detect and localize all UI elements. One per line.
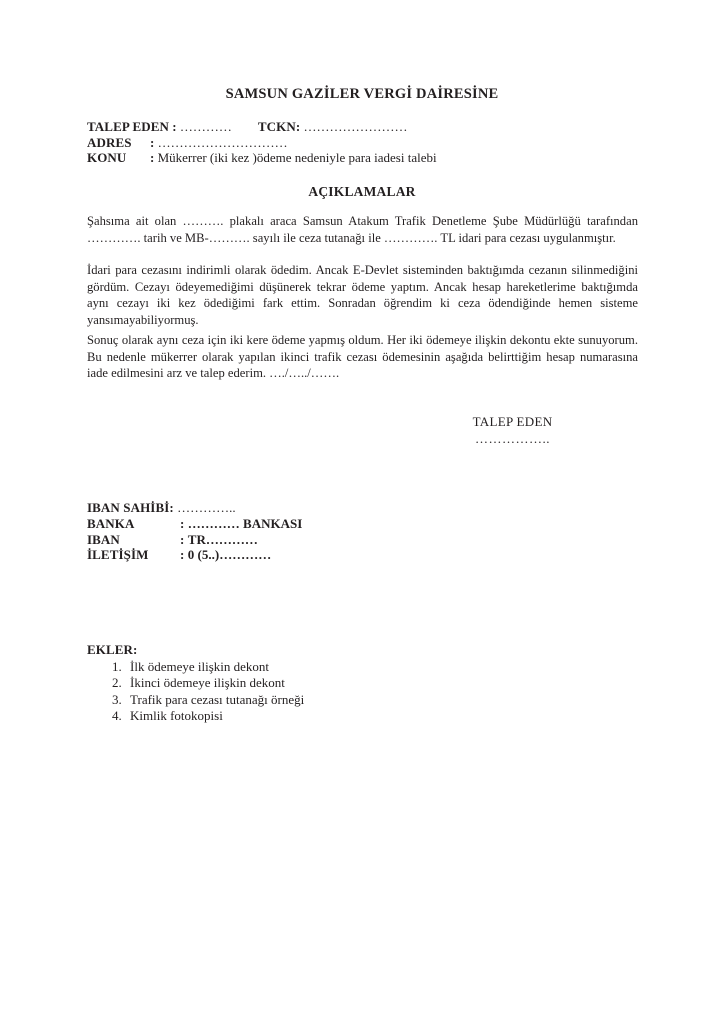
bank-row-owner — [87, 500, 507, 516]
document-title: SAMSUN GAZİLER VERGİ DAİRESİNE — [225, 86, 499, 102]
subject-label: KONU — [87, 150, 127, 165]
attachment-number: 3. — [112, 691, 122, 707]
meta-row-subject — [87, 150, 647, 166]
attachment-label: İlk ödemeye ilişkin dekont — [130, 659, 270, 674]
signature-line: …………….. — [475, 431, 550, 446]
meta-row-requester — [87, 119, 647, 135]
attachment-label: İkinci ödemeye ilişkin dekont — [130, 675, 285, 691]
bank-row-contact — [87, 547, 507, 563]
iban-owner-value: ………….. — [173, 500, 236, 515]
subject-value: Mükerrer (iki kez )ödeme nedeniyle para iadesi talebi — [157, 150, 437, 165]
contact-separator: : — [180, 547, 188, 563]
attachments-list — [87, 659, 507, 725]
list-item — [87, 675, 507, 691]
attachment-number: 1. — [112, 659, 122, 674]
contact-value: 0 (5..)………… — [187, 547, 272, 563]
paragraph-request: Sonuç olarak aynı ceza için iki kere ödeme yapmış oldum. Her iki ödemeye ilişkin dekontu ekte sunuyorum. Bu nedenle mükerrer olarak yapılan ikinci trafik cezası ödemesinin aşağıda belirttiğim hesap numarasına iade edilmesini arz ve talep ederim. …./…../……. — [87, 333, 638, 381]
contact-label: İLETİŞİM — [87, 547, 149, 563]
bank-row-bank — [87, 516, 507, 532]
tckn-value: …………………… — [300, 119, 408, 134]
list-item — [87, 692, 507, 708]
requester-label: TALEP EDEN — [87, 119, 170, 134]
bank-name-value: ………… BANKASI — [187, 515, 303, 531]
meta-row-address — [87, 135, 647, 151]
attachment-number: 4. — [112, 708, 122, 724]
address-value: ………………………… — [157, 134, 288, 150]
address-label: ADRES — [87, 134, 132, 150]
requester-separator: : — [169, 119, 180, 134]
bank-row-iban — [87, 532, 507, 548]
iban-owner-label: IBAN SAHİBİ: — [87, 500, 174, 515]
bank-name-label: BANKA — [87, 515, 135, 531]
iban-value: TR………… — [187, 531, 258, 547]
attachments-title: EKLER: — [87, 642, 138, 657]
attachments-block — [87, 642, 507, 725]
subject-separator: : — [150, 150, 158, 165]
signature-block — [387, 413, 638, 447]
iban-label: IBAN — [87, 531, 120, 547]
bank-name-separator: : — [180, 515, 188, 531]
address-separator: : — [150, 134, 158, 150]
bank-details-block — [87, 500, 507, 563]
signature-title: TALEP EDEN — [472, 414, 553, 429]
attachment-number: 2. — [112, 675, 122, 691]
section-heading-aciklamalar: AÇIKLAMALAR — [308, 184, 416, 199]
tckn-label: TCKN: — [257, 119, 301, 134]
iban-separator: : — [180, 531, 188, 547]
attachment-label: Kimlik fotokopisi — [130, 708, 223, 724]
list-item — [87, 708, 507, 724]
paragraph-detail: İdari para cezasını indirimli olarak ödedim. Ancak E-Devlet sisteminden baktığımda cezanın silinmediğini gördüm. Cezayı ödeyemediğimi düşünerek tekrar ödeme yaptım. Ancak hesap hareketlerime baktığımda aynı cezayı iki kez ödediğimi fark ettim. Sonradan öğrendim ki ceza ödendiğinde hemen sisteme yansımayabiliyormuş. — [87, 263, 638, 327]
list-item — [87, 659, 507, 675]
requester-value: ………… — [179, 119, 232, 134]
paragraph-intro: Şahsıma ait olan ………. plakalı araca Samsun Atakum Trafik Denetleme Şube Müdürlüğü tarafından …………. tarih ve MB-………. sayılı ile ceza tutanağı ile …………. TL idari para cezası uygulanmıştır. — [87, 214, 638, 245]
attachment-label: Trafik para cezası tutanağı örneği — [130, 691, 305, 707]
document-meta-block — [87, 119, 647, 166]
